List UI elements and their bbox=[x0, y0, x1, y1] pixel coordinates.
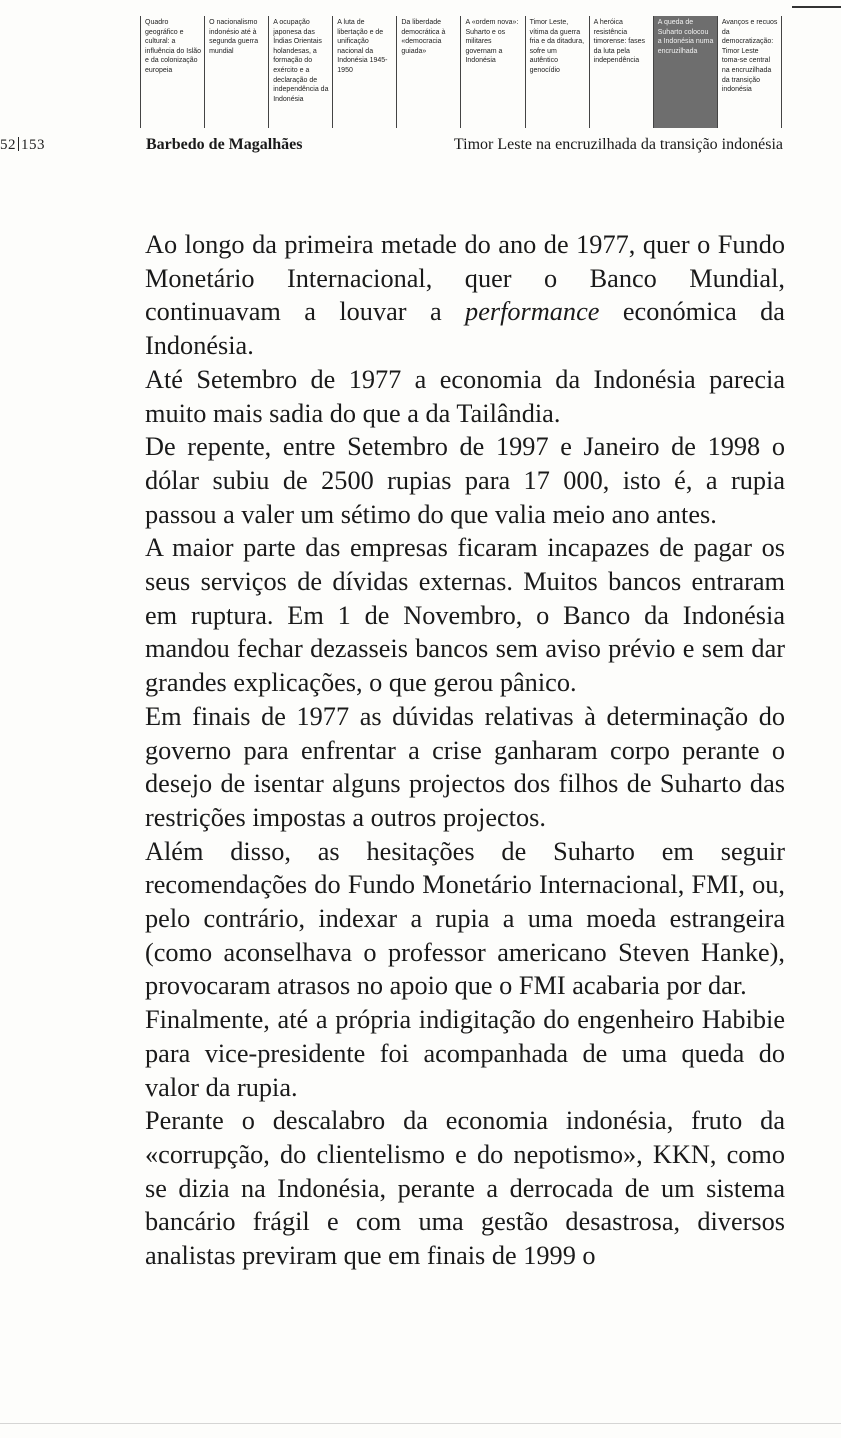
paragraph: Além disso, as hesitações de Suharto em seguir recomendações do Fundo Monetário Internacional, FMI, ou, pelo contrário, indexar a rupia a uma moeda estrangeira (como aconselhava o professor americano Steven Hanke), provocaram atrasos no apoio que o FMI acabaria por dar. bbox=[145, 836, 785, 1001]
paragraph: Em finais de 1977 as dúvidas relativas à determinação do governo para enfrentar a crise ganharam corpo perante o desejo de isentar alguns projectos dos filhos de Suharto das restrições impostas a outros projectos. bbox=[145, 701, 785, 832]
running-header-author: Barbedo de Magalhães bbox=[146, 136, 303, 153]
chapter-cell-current: A queda de Suharto colocou a Indonésia numa encruzilhada bbox=[653, 16, 717, 128]
body-text bbox=[145, 228, 785, 1273]
page-number bbox=[0, 137, 140, 154]
folio-divider bbox=[18, 137, 19, 151]
page-bottom-edge bbox=[0, 1423, 841, 1438]
chapter-cell: O nacionalismo indonésio até à segunda guerra mundial bbox=[204, 16, 268, 128]
running-header-title: Timor Leste na encruzilhada da transição indonésia bbox=[453, 136, 783, 153]
paragraph: Até Setembro de 1977 a economia da Indonésia parecia muito mais sadia do que a da Tailândia. bbox=[145, 364, 785, 428]
chapter-cell: Da liberdade democrática à «democracia guiada» bbox=[396, 16, 460, 128]
page-number-right: 153 bbox=[21, 137, 45, 153]
chapter-cell: A ocupação japonesa das Índias Orientais holandesas, a formação do exército e a declaração de independência da Indonésia bbox=[268, 16, 332, 128]
chapter-cell: Avanços e recuos da democratização: Timor Leste toma-se central na encruzilhada da transição indonésia bbox=[717, 16, 782, 128]
chapter-cell: A «ordem nova»: Suharto e os militares governam a Indonésia bbox=[460, 16, 524, 128]
paragraph: A maior parte das empresas ficaram incapazes de pagar os seus serviços de dívidas externas. Muitos bancos entraram em ruptura. Em 1 de Novembro, o Banco da Indonésia mandou fechar dezasseis bancos sem aviso prévio e sem dar grandes explicações, o que gerou pânico. bbox=[145, 533, 785, 698]
paragraph: Finalmente, até a própria indigitação do engenheiro Habibie para vice-presidente foi acompanhada de uma queda do valor da rupia. bbox=[145, 1005, 785, 1102]
chapter-navigation-strip bbox=[140, 16, 782, 128]
top-corner-rule bbox=[792, 0, 841, 8]
chapter-cell: Timor Leste, vítima da guerra fria e da ditadura, sofre um autêntico genocídio bbox=[525, 16, 589, 128]
paragraph: Ao longo da primeira metade do ano de 1977, quer o Fundo Monetário Internacional, quer o Banco Mundial, continuavam a louvar a performance económica da Indonésia. bbox=[145, 230, 785, 361]
chapter-cell: A heróica resistência timorense: fases da luta pela independência bbox=[589, 16, 653, 128]
page-number-left: 52 bbox=[0, 137, 16, 153]
chapter-cell: Quadro geográfico e cultural: a influência do Islão e da colonização europeia bbox=[140, 16, 204, 128]
paragraph: Perante o descalabro da economia indonésia, fruto da «corrupção, do clientelismo e do nepotismo», KKN, como se dizia na Indonésia, perante a derrocada de um sistema bancário frágil e com uma gestão desastrosa, diversos analistas previram que em finais de 1999 o bbox=[145, 1106, 785, 1271]
emphasis: performance bbox=[465, 297, 600, 327]
chapter-cell: A luta de libertação e de unificação nacional da Indonésia 1945-1950 bbox=[332, 16, 396, 128]
paragraph: De repente, entre Setembro de 1997 e Janeiro de 1998 o dólar subiu de 2500 rupias para 17 000, isto é, a rupia passou a valer um sétimo do que valia meio ano antes. bbox=[145, 432, 785, 529]
